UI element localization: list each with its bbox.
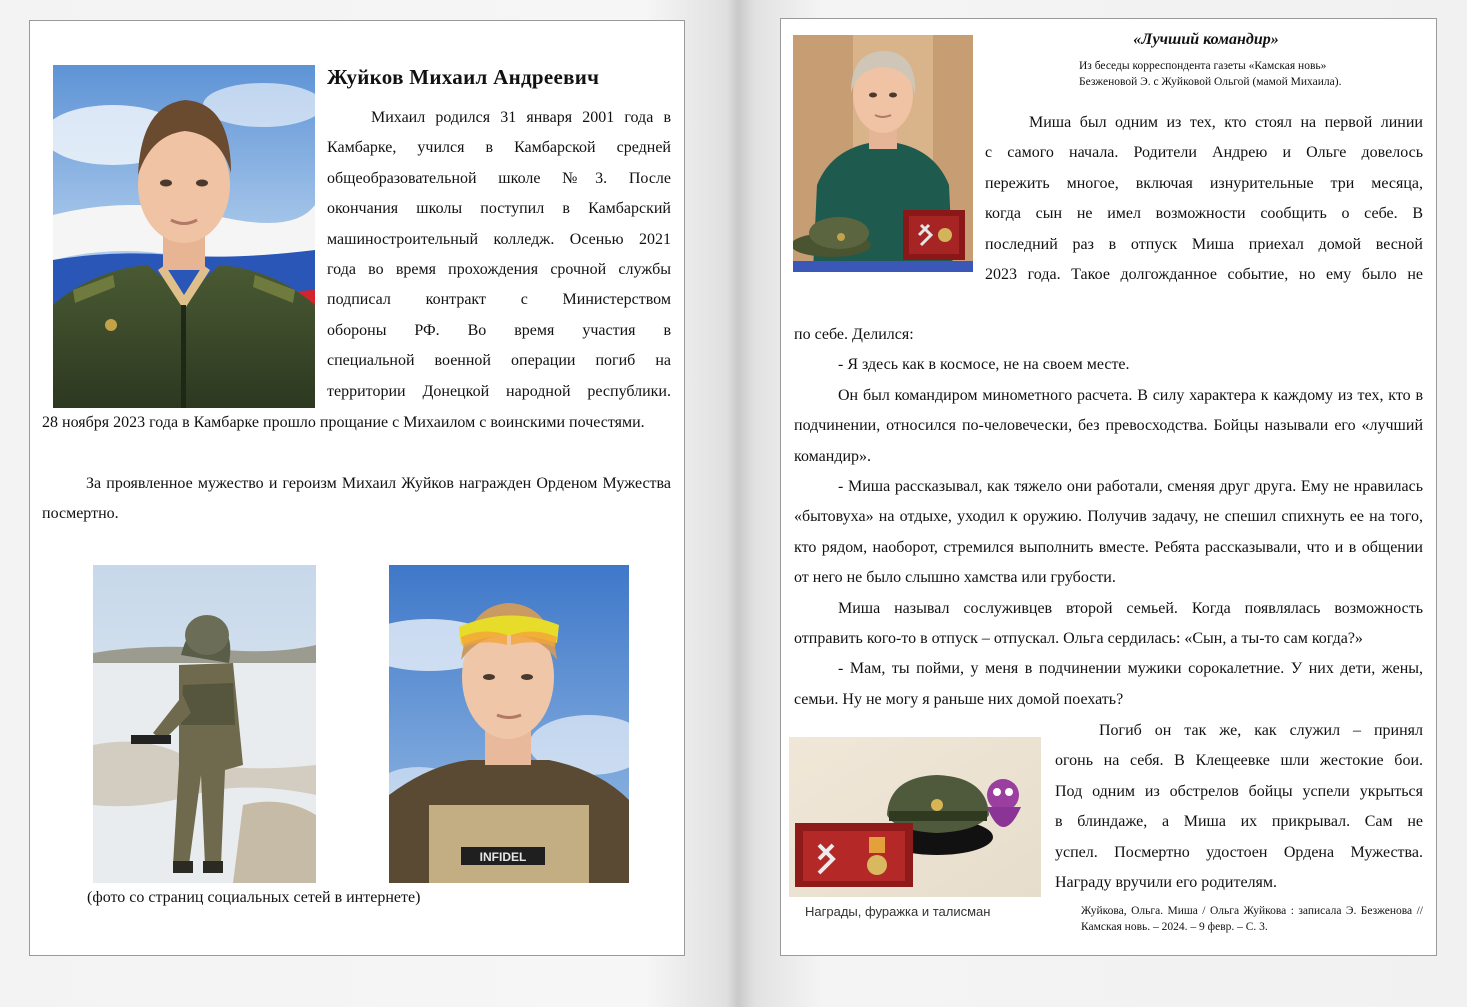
bio-line: территории Донецкой народной республики.	[327, 382, 671, 400]
article-paragraph: Он был командиром минометного расчета. В силу характера к каждому из тех, кто в подчинении, относился по-человечески, без превосходства. Бойцы называли его «лучший командир».	[794, 386, 1423, 465]
article-conclusion-column	[1055, 716, 1423, 898]
article-line: огонь на себя. В Клещеевке шли жестокие бои.	[1055, 752, 1423, 770]
article-line: 2023 года. Такое долгожданное событие, но ему было не	[985, 266, 1423, 284]
article-line: с самого начала. Родители Андрею и Ольге довелось	[985, 144, 1423, 162]
article-line: когда сын не имел возможности сообщить о себе. В	[985, 205, 1423, 223]
bibliographic-citation: Жуйкова, Ольга. Миша / Ольга Жуйкова : записала Э. Безженова // Камская новь. – 2024. – 9 февр. – С. 3.	[1081, 905, 1423, 933]
bio-line: Михаил родился 31 января 2001 года в	[371, 109, 671, 126]
article-paragraph: по себе. Делился:	[794, 326, 914, 343]
bio-line: специальной военной операции погиб на	[327, 352, 671, 370]
article-paragraph: - Миша рассказывал, как тяжело они работали, сменяя друг друга. Ему не нравилась «бытовуха» на отдыхе, уходил к оружию. Получив задачу, не спешил спихнуть ее на того, кто рядом, наоборот, стремился выполнить вместе. Ребята рассказывали, что и в общении от него не было слышно хамства или грубости.	[794, 478, 1423, 587]
article-paragraph: Миша называл сослуживцев второй семьей. Когда появлялась возможность отправить кого-то в отпуск – отпускал. Ольга сердилась: «Сын, а ты-то сам когда?»	[794, 599, 1423, 648]
article-line: Под одним из обстрелов бойцы успели укрыться	[1055, 782, 1423, 800]
photos-source-caption: (фото со страниц социальных сетей в интернете)	[87, 889, 421, 906]
article-intro-column	[985, 108, 1423, 290]
biography-narrow-column	[327, 103, 671, 407]
awards-photo-caption: Награды, фуражка и талисман	[805, 904, 991, 919]
article-line: успел. Посмертно удостоен Ордена Мужества.	[1055, 843, 1423, 861]
left-page	[29, 20, 685, 956]
article-quote: - Я здесь как в космосе, не на своем месте.	[838, 356, 1130, 374]
biography-farewell-paragraph: 28 ноября 2023 года в Камбарке прошло прощание с Михаилом с воинскими почестями.	[42, 414, 645, 431]
mother-photo	[793, 35, 973, 272]
article-line: Миша был одним из тех, кто стоял на первой линии	[1029, 114, 1423, 131]
article-paragraph: - Мам, ты пойми, у меня в подчинении мужики сорокалетние. У них дети, жены, семьи. Ну не могу я раньше них домой поехать?	[794, 660, 1423, 708]
bio-line: обороны РФ. Во время участия в	[327, 321, 671, 339]
article-line: в блиндаже, а Миша их прикрывал. Сам не	[1055, 813, 1423, 831]
article-line: последний раз в отпуск Миша приехал домой весной	[985, 235, 1423, 253]
soldier-selfie-photo	[389, 565, 629, 883]
source-line: Безженовой Э. с Жуйковой Ольгой (мамой Михаила).	[1079, 75, 1342, 88]
bio-line: года во время прохождения срочной службы	[327, 261, 671, 279]
awards-paragraph: За проявленное мужество и героизм Михаил Жуйков награжден Орденом Мужества посмертно.	[42, 475, 671, 523]
bio-line: машиностроительный колледж. Осенью 2021	[327, 230, 671, 248]
article-line: Награду вручили его родителям.	[1055, 874, 1278, 892]
article-body	[794, 320, 1423, 715]
bio-line: общеобразовательной школе №3. После	[327, 169, 671, 187]
bio-line: окончания школы поступил в Камбарский	[327, 200, 671, 218]
awards-cap-talisman-photo	[789, 737, 1041, 897]
article-source-note	[1079, 59, 1409, 90]
portrait-photo	[53, 65, 315, 408]
source-line: Из беседы корреспондента газеты «Камская новь»	[1079, 60, 1327, 72]
bio-line: подписал контракт с Министерством	[327, 291, 671, 309]
person-name-heading: Жуйков Михаил Андреевич	[327, 65, 600, 89]
article-title: «Лучший командир»	[1133, 31, 1279, 48]
bio-line: Камбарке, учился в Камбарской средней	[327, 139, 671, 157]
vest-patch-text: INFIDEL	[479, 850, 527, 864]
article-line: Погиб он так же, как служил – принял	[1099, 722, 1423, 739]
right-page	[780, 18, 1437, 956]
article-line: пережить многое, включая изнурительные три месяца,	[985, 174, 1423, 192]
soldier-field-photo	[93, 565, 316, 883]
